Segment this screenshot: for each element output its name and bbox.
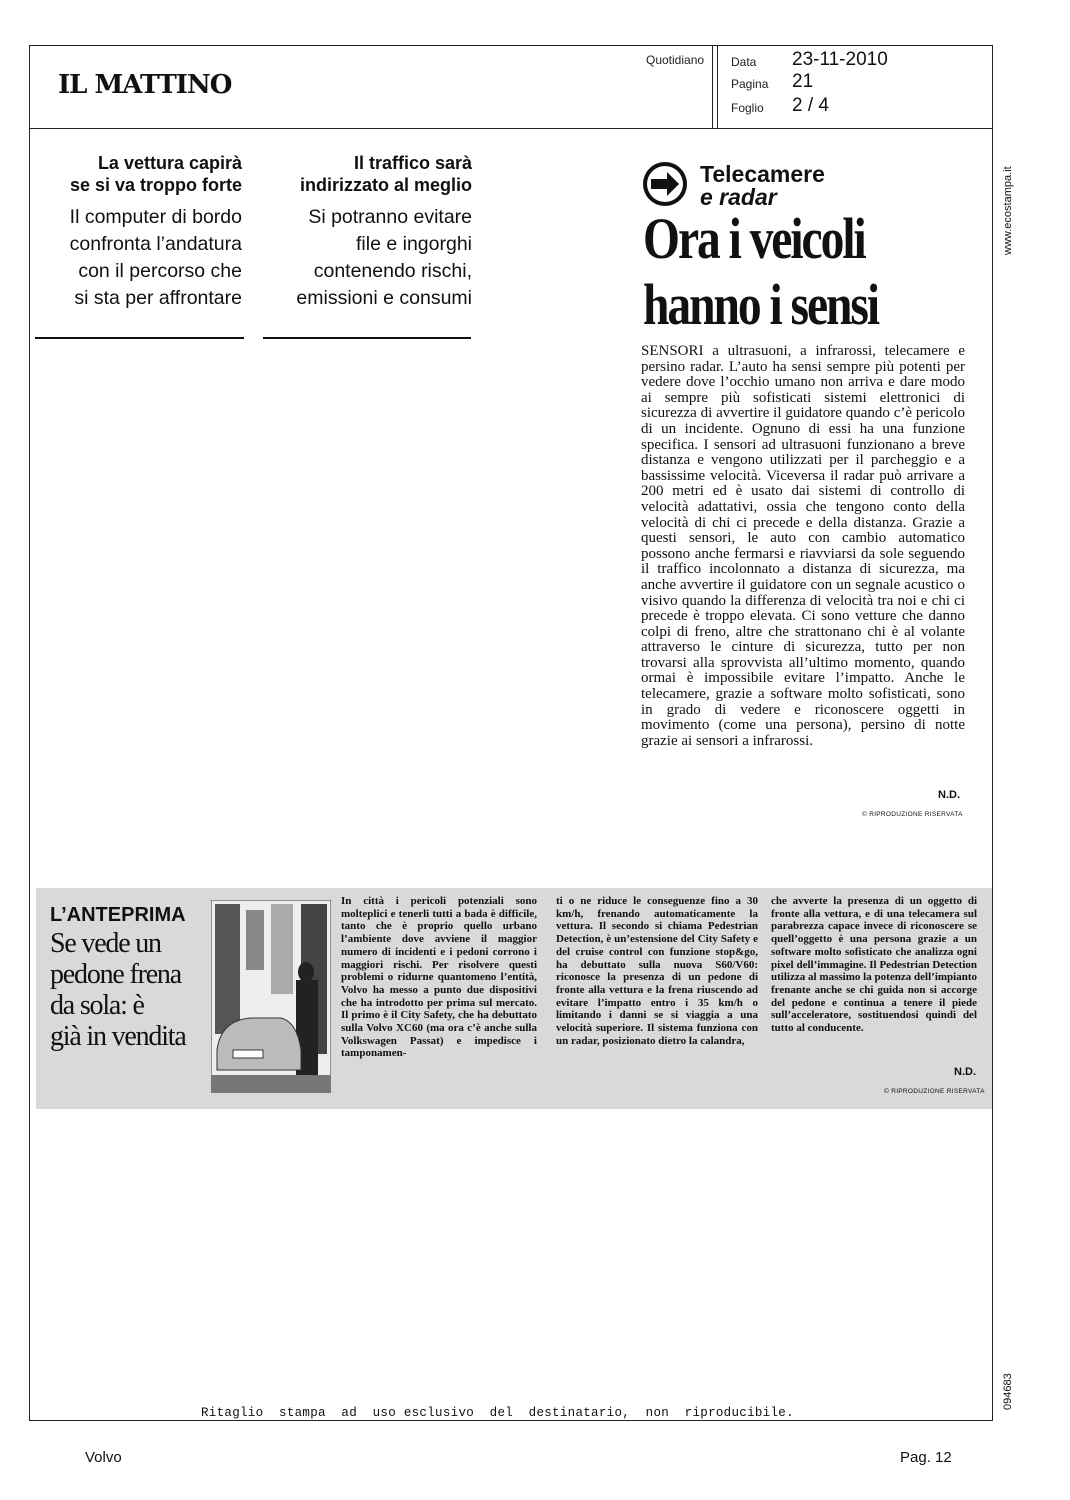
preview-column: ti o ne riduce le conseguenze fino a 30 km/h, frenando automaticamente la vettura. Il secondo si chiama Pedestrian Detection, è un’estensione del City Safety e del cruise control con funzione stop&go, ha debuttato sulla nuova S60/V60: riconosce la presenza di un pedone di fronte alla vettura e la frena riuscendo ad evitare l’impatto entro i 35 km/h o limitando i danni se si viaggia a una velocità superiore. Il sistema funziona con un radar, posizionato dietro la calandra, — [556, 895, 758, 1047]
footer-page: Pag. 12 — [900, 1449, 952, 1466]
sheet-label: Foglio — [731, 101, 764, 115]
publication-type: Quotidiano — [646, 53, 705, 67]
copyright-notice: © RIPRODUZIONE RISERVATA — [862, 811, 963, 818]
header-divider — [712, 45, 713, 129]
page-label: Pagina — [731, 77, 769, 91]
date-value: 23-11-2010 — [792, 49, 888, 70]
article-kicker-sub: e radar — [700, 184, 777, 210]
pedestrian-car-photo — [211, 900, 331, 1093]
newspaper-logo: IL MATTINO — [58, 70, 232, 100]
sidebar-kicker: Il traffico sarà indirizzato al meglio — [299, 153, 472, 195]
article-headline: hanno i sensi — [643, 272, 879, 337]
preview-column: che avverte la presenza di un oggetto di fronte alla vettura, e di una telecamera sul parabrezza capace invece di riconoscere se quell’oggetto è una persona grazie a un software molto sofisticato che analizza ogni pixel dell’immagine. Il Pedestrian Detection utilizza al massimo la potenza dell’impianto frenante anche se chi guida non si accorge del pedone e continua a tenere il piede sull’acceleratore, sostituendosi quindi del tutto al conducente. — [771, 895, 977, 1035]
sheet-value: 2 / 4 — [792, 95, 829, 116]
sidebar-body: Il computer di bordo confronta l’andatura con il percorso che si sta per affrontare — [69, 206, 242, 309]
sidebar-box-speed — [40, 152, 242, 312]
usage-notice: Ritaglio stampa ad uso esclusivo del destinatario, non riproducibile. — [201, 1406, 794, 1420]
date-label: Data — [731, 55, 757, 69]
header-divider — [717, 45, 718, 129]
footer-source: Volvo — [85, 1449, 122, 1466]
preview-headline: Se vede un pedone frena da sola: è già in vendita — [50, 928, 186, 1052]
sidebar-kicker: La vettura capirà se si va troppo forte — [69, 153, 242, 195]
preview-signature: N.D. — [954, 1066, 976, 1078]
sidebar-box-traffic — [262, 152, 472, 312]
arrow-circle-icon — [641, 160, 689, 208]
preview-box — [36, 888, 992, 1109]
margin-site: www.ecostampa.it — [1002, 166, 1014, 255]
preview-copyright: © RIPRODUZIONE RISERVATA — [884, 1088, 985, 1095]
article-signature: N.D. — [938, 789, 960, 801]
article-kicker: Telecamere — [700, 161, 825, 187]
article-headline: Ora i veicoli — [643, 206, 865, 271]
header-rule — [29, 128, 993, 129]
page-value: 21 — [792, 71, 814, 92]
sidebar-rule — [35, 337, 244, 339]
preview-column: In città i pericoli potenziali sono molteplici e tenerli tutti a bada è difficile, tanto che è proprio quello urbano l’ambiente dove avviene il maggior numero di incidenti e i pedoni corrono i maggiori rischi. Per risolvere questi problemi o ridurne quantomeno l’entità, Volvo ha messo a punto due dispositivi che ha introdotto per prima sul mercato. Il primo è il City Safety, che ha debuttato sulla Volvo XC60 (ma ora c’è anche sulla Volkswagen Passat) e impedisce i tamponamen- — [341, 895, 537, 1060]
sidebar-rule — [263, 337, 471, 339]
article-body: SENSORI a ultrasuoni, a infrarossi, telecamere e persino radar. L’auto ha sensi sempre più potenti per vedere dove l’occhio umano non arriva e dare modo ai sempre più sofisticati sistemi elettronici di sicurezza di avvertire il guidatore quando c’è pericolo di un incidente. Ognuno di essi ha una funzione specifica. I sensori ad ultrasuoni funzionano a breve distanza e vengono utilizzati per il parcheggio e a bassissime velocità. Viceversa il radar può arrivare a 200 metri ed è usato dai sistemi di controllo di velocità adattativi, ossia che tengono conto della velocità di chi ci precede e della distanza. Grazie a questi sensori, le auto con cambio automatico possono anche fermarsi e riavviarsi da sole seguendo il traffico incolonnato a distanza di sicurezza, ma anche avvertire il guidatore con un segnale acustico o visivo quando la differenza di velocità tra noi e chi ci precede è troppo elevata. Ci sono vetture che danno colpi di freno, altre che strattonano chi è al volante attraverso le cinture di sicurezza, tutto per non trovarsi alla sprovvista all’ultimo momento, quando ormai è impossibile evitare l’impatto. Anche le telecamere, grazie a software molto sofisticati, sono in grado di vedere e riconoscere oggetti in movimento (come una persona), persino di notte grazie ai sensori a infrarossi. — [641, 343, 965, 749]
sidebar-body: Si potranno evitare file e ingorghi contenendo rischi, emissioni e consumi — [296, 206, 472, 309]
preview-kicker: L’ANTEPRIMA — [50, 904, 186, 926]
margin-code: 094683 — [1002, 1373, 1014, 1410]
